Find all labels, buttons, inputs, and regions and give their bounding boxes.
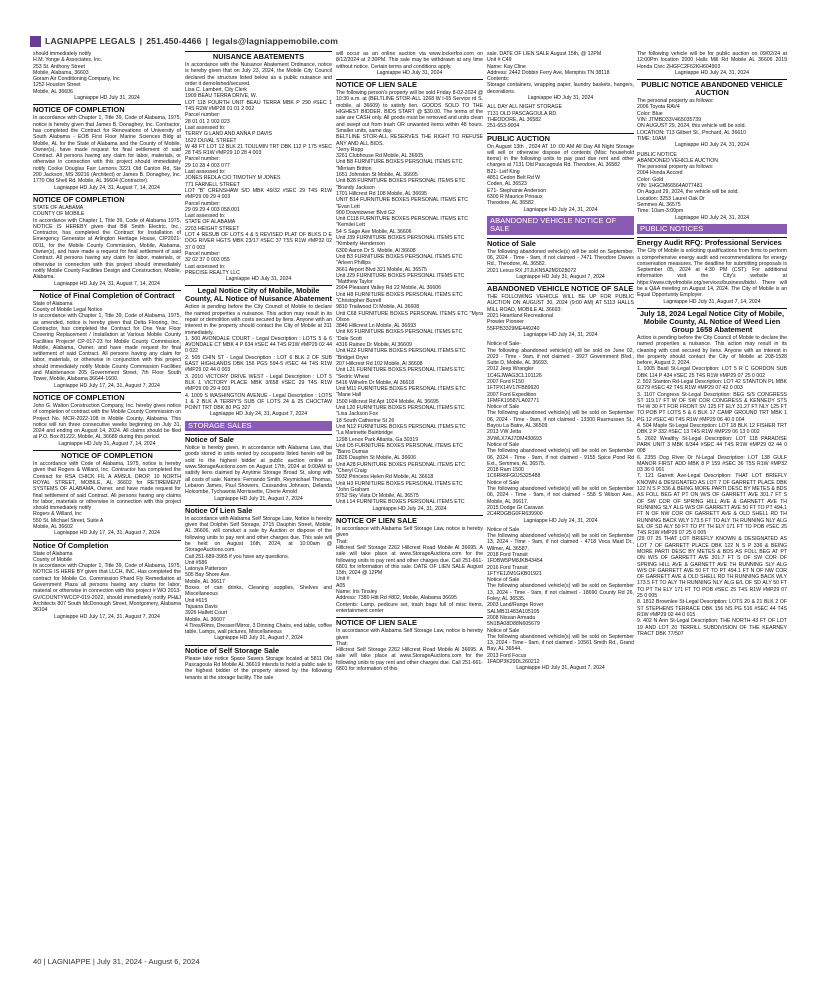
notice-continuation [637,152,787,221]
legal-notice [33,194,181,287]
publication-run-dates: Lagniappe HD July 24, 31, August 7, 14, 2024 [54,184,160,191]
publication-run-dates: Lagniappe HD July 24, 31, 2024 [523,517,598,524]
notice-body: Please take notice Space Savers Storage located at 5811 Old Pascagoula Rd Mobile AL 36619 intends to hold a public sale to the highest bidder of the property stored by the following tenants at the storage facility. The sale [185,655,332,681]
notice-title: NOTICE OF COMPLETION [33,450,181,460]
notice-body: In accordance with Code of Alabama, 1975, notice is hereby given that Rogers & Willard, Inc. Contractor has completed the Contract for RSA CHICK FIL A AMSUL DROP, 10 NORTH ROYAL STREET, MOBILE, AL 36602 for RETIREMENT SYSTEMS OF ALABAMA, Owner, and have made request for final settlement of said Contract. All persons having any claims for labor, materials or otherwise in connection with this project should immediately notify Rogers & Willard, Inc 550 St. Michael Street, Suite A Mobile, AL 36602 [33,461,181,530]
legal-notice [185,505,332,642]
notice-title: NOTICE OF COMPLETION [33,392,181,402]
notice-body: sale. DATE OF LIEN SALE August 15th, @ 12PM Unit # C49 Name: Kay Cline Address: 2442 Dobbin Ferry Ave, Memphis TN 38118 Contents: Storage containers, wrapping paper, laundry baskets, hangers, decorations. [487,51,634,95]
publication-run-dates: Lagniappe HD July 17, 24, 31, August 7, 2024 [54,530,160,537]
notice-body: The City of Mobile is soliciting qualifications from firms to perform a comprehensive energy audit and recommendations for energy conservation measures. The deadline for submitting proposals is September 05, 2024 at 4:30 PM (CST). For additional information visit the City's website at https://www.cityofmobile.org/services/business/bids/. There will be a Q&A meeting on August 14, 2024. The City of Mobile is an Equal Opportunity Employer. [637,248,787,299]
legal-notice [185,645,332,681]
publication-run-dates: Lagniappe HD July 31, August 7, 2024 [214,635,303,642]
section-title: LAGNIAPPE LEGALS [45,36,136,46]
notice-body: In accordance with the Nuisance Abatement Ordinance, notice is hereby given that on July 23, 2024, the Mobile City Council declared the structure listed below as a public nuisance and order it demolished/secured. Lisa C. Lambert, City Clerk 1909 BEAU TERRA DRIVE, W. LOT 118 FOURTH UNIT BEAU TERRA MBK P 290 #SEC 1 T4S R2W #MP28 01 01 2 002 Parcel number: 28 01 01 2 002 023 Last assessed to: TERRY G LAND AND ANNA P DAVIS 1622 DUVAL STREET W 48 FT LOT 12 BLK 21 TOULMIN TRT DBK 112 P 175 #SEC 28 T4S R1W #MP29 10 28 4 003 Parcel number: 29 10 28 4 003 077 Last assessed to: JONES REDLA C/O TIMOTHY M JONES 771 FARNELL STREET LOT "B" CRENSHAW S/D MBK 49/32 #SEC 29 T4S R1W #MP29 09 29 4 003 Parcel number: 29 09 29 4 003 058.001 Last assessed to: STATE OF ALABAMA 2203 HEIGHT STREET LOT 4 RESUB OF LOTS 4 & 5 REVISED PLAT OF BLKS D E DOG RIVER HGTS MBK 23/17 #SEC 37 T5S R1W #MP32 02 37 0 003 Parcel number: 32 02 37 0 003 055 Last assessed to: PRECISE REALTY LLC [185,62,332,276]
notice-title: Notice of Self Storage Sale [185,645,332,655]
notice-title: Notice Of Completion [33,540,181,550]
notice-title: NOTICE OF LIEN SALE [336,515,483,525]
notice-body: THE FOLLOWING VEHICLE WILL BE UP FOR PUBLIC AUCTION ON AUGUST 30, 2024 (9:00 AM) AT 5113 HALLS MILL ROAD, MOBILE AL 36693: 2021 Heartland Recreational Prowler Pioneer 55FPB3329ME449240 [487,294,634,332]
legal-notice [487,133,634,213]
section-marker-icon [30,36,41,47]
notice-title: Notice of Final Completion of Contract [33,290,181,300]
legal-notice [637,308,787,637]
publication-run-dates: Lagniappe HD July 17, 24, 31, August 7, 2024 [54,382,160,389]
notice-body: John G. Walton Construction Company, Inc. hereby gives notice of completion of contract with the Mobile County Commission on Project No. MCR-2022-108 in Mobile County, Alabama. This notice will run three consecutive weeks beginning on July 31, 2024 and ending on August 14, 2024. All claims should be filed at P.O. Box 81222, Mobile, AL 36689 during this period. [33,402,181,441]
legal-notice [637,237,787,305]
publication-run-dates: Lagniappe HD July 31, 2024 [74,95,140,102]
notice-body: Notice of Sale- The following abandoned vehicle(s) will be sold on June 02, 2023 - Time - 9am, if not claimed - 3927 Government Blvd., Suite D, Mobile, AL 36693. 2012 Jeep Wrangler 1C4GJWAG3CL101126 2007 Ford F150 1FTPX14V17FB89920 2007 Ford Expedition 1FMFK19587LA02771 Notice of Sale The following abandoned vehicle(s) will be sold on September 06, 2024 - Time - 9am, if not claimed - 13300 Rasmussen St., Bayou La Batre, AL 36509. 2013 VW Jetta 3VWLX7AJ7DM430693 Notice of Sale The following abandoned vehicle(s) will be sold on September 06, 2024 - Time - 9am, if not claimed - 9155 Spice Pond Rd Ext., Semmes, AL 36575. 2018 Ram 1500 1C6RR6FG0JS325488 Notice of Sale The following abandoned vehicle(s) will be sold on September 06, 2024 - Time - 9am, if not claimed - 558 S Wilson Ave., Mobile, AL 36617. 2015 Dodge Gr Caravan 2C4RDGBG0FR639900 [487,341,634,518]
publication-run-dates: Lagniappe HD July 24, 31, 2024 [674,214,750,221]
notice-body: In accordance with Alabama Self Storage Law, notice is hereby given That: Hillcrest Self Storage 2262 Hillcrest Road Mobile Al 36695. A sale will take place at www.StorageAuctions.com for the following units to pay rent and other charges due. Call 251-661-6801 for information of this sale. DATE OF LIEN SALE August 15th, 2024 @ 12PM Unit # A05 Name: Iris Tinsley Address: 7380 Hitt Rd #802, Mobile, Alabama 36695 Contents: Lamp, pedicure set, trash bags full of misc items, entertainment center [336,526,483,614]
notice-body: In accordance with Alabama Self Storage Law, notice is hereby given That: Hillcrest Self Storage 2262 Hillcrest Road Mobile Al 36695. A sale will take place at www.StorageAuctions.com for the following units to pay rent and other charges due. Call 251-661-6801 for information of this [336,628,483,673]
legal-notice [33,450,181,537]
publication-run-dates: Lagniappe HD July 24, 31, August 7, 2024 [209,411,308,418]
legal-notice [33,392,181,447]
publication-run-dates: Lagniappe HD July 31, August 7, 14, 2024 [58,440,156,447]
publication-run-dates: Lagniappe HD July 24, 31, 2024 [674,142,750,149]
legal-notice [185,285,332,417]
notice-body: State of Alabama County of Mobile Legal Notice In accordance with Chapter 1, Title 39, Code of Alabama, 1975, as amended, notice is hereby given that Delta Flooring, Inc., Contractor, has completed the Contract for One Year Floor Covering Replacement / Installation at Various Mobile County Facilities Project# CP-017-23 for Mobile County Commission, Mobile, Alabama, Owner, and have made request for final settlement of said Contract. All persons having any claim for labor, materials, or otherwise in conjunction with this project should immediately notify Mobile County Commission Facilities and Maintenance 205 Government Street, 7th Floor South Tower, Mobile, Alabama 36644-1600. [33,300,181,383]
publication-run-dates: Lagniappe HD July 17, 24, 31, August 7, 2024 [54,613,160,620]
legal-notice [487,283,634,338]
notice-title: Energy Audit RFQ: Professional Services [637,237,787,247]
publication-run-dates: Lagniappe HD July 31, August 7, 14, 2024 [663,298,761,305]
masthead: LAGNIAPPE LEGALS | 251.450-4466 | legals@lagniappemobile.com [30,34,790,48]
notice-body: In accordance with Alabama Self Storage Law, Notice is hereby given that Dolphin Self Storage, 2715 Dauphin Street, Mobile, AL 36606, will conduct a sale by Auction or dispose of the following units to pay rent and other charges due. This sale will be held on August 16th, 2024, at 10:00am @ StorageAuctions.com. Call 251-689-3965 if you have any questions. Unit #586 Latonya Patterson 505 Bay Shore Ave. Mobile, AL 36617 Boxes of can drinks, Cleaning supplies, Shelves and Miscellaneous Unit #615 Tajuana Davis 3926 Halfett Court Mobile, AL 36607 4 Tires/Rims, Dresser/Mirror, 3 Dinning Chairs, end table, coffee table, Lamps, wall pictures, Miscellaneous [185,515,332,636]
notice-body: The following person's property will be sold Friday 8-02-2024 @ 10:30 a.m. at (BELTLINE STOR-ALL 1268 W I-65 Service rd S. mobile, al 36609) to satisfy lien. GOODS SOLD TO THE HIGHEST BIDDER. BIDS START @ $30.00. The terms of the sale are CASH only. All goods must be removed and units clean and swept out from trash OR unwanted items within 48 hours. Smaller units, same day. BELTLINE STOR-ALL RESERVES THE RIGHT TO REFUSE ANY AND ALL BIDS. "Jerry Ropp 3261 Clubhouse Rd Mobile, AL 36605 Unit B8 FURNITURE BOXES PERSONAL ITEMS ETC "Mirriam Britton 1651 Johnston St Mobile, AL 36605 Unit B28 FURNITURE BOXES PERSONAL ITEMS ETC "Brandy Jackson 1701 Hillcrest Rd 108 Mobile, AL 36695 UNIT B14 FURNITURE BOXES PERSONAL ITEMS ETC "Evan Lett 900 Downtowner Blvd G2 Unit C118 FURNITURE BOXES PERSONAL ITEMS ETC "Kemilei Lett 54 S Sage Ave Mobile, AL 36606 Unit J39 FURNITURE BOXES PERSONAL ITEMS ETC "Kimberly Henderson 6300 Aaron Dr S. Mobile, Al 36608 Unit B3 FURNITURE BOXES PERSONAL ITEMS ETC "Arleen Phillips 3661 Airport Blvd 321 Mobile, AL 36575 Unit J29 FURNITURE BOXES PERSONAL ITEMS ETC "Matthew Taylor 2904 Pleasant Valley Rd 22 Mobile, AL 36606 Unit H8 FURNITURE BOXES PERSONAL ITEMS ETC "Christopher Burrell 9810 Trailwood Ct Mobile, AL 36608 Unit C68 FURNITURE BOXES PERSONAL ITEMS ETC "Myra Olson 3846 Hillcrest Ln Mobile, AL 36693 Unit K6 FURNITURE BOXES PERSONAL ITEMS ETC "Dale Scott 4316 Raines Dr Mobile, Al 36609 Unit H22 FURNITURE BOXES PERSONAL ITEMS ETC "Bridget Dryer 207 Hillcrest Rd 102 Mobile, Al 36608 Unit L21 FURNITURE BOXES PERSONAL ITEMS ETC "Sedric Wheat 5416 Wilhelm Dr Mobile, Al 36618 Unit M11 FURNITURE BOXES PERSONAL ITEMS ETC "Mane Hall 1500 Hillcrest Rd Apt 1024 Mobile, AL 36695 Unit L20 FURNITURE BOXES PERSONAL ITEMS ETC "Lisa Jackson Fox 18 South Catherine St 26 Unit N12 FURNITURE BOXES PERSONAL ITEMS ETC "La Marinette Bainbridge 1298 Lenox Park Atlanta, Ga 30319 Unit O5 FURNITURE BOXES PERSONAL ITEMS ETC "Barro Dumas 1826 Dauphin St Mobile, AL 36606 Unit A28 FURNITURE BOXES PERSONAL ITEMS ETC "Cheryl Craig 5932 Princess Helen Rd Mobile, AL 36618 Unit H3 FURNITURE BOXES PERSONAL ITEMS ETC "John Graham 9752 Sky Vista Dr Mobile, AL 36575 Unit L14 FURNITURE BOXES PERSONAL ITEMS ETC [336,90,483,506]
notice-body: State of Alabama County of Mobile In accordance with Chapter 1, Title 39, Code of Alabama, 1975, NOTICE IS HERE BY given that LLCH, INC. Has completed the contract for Mobile Co. Commission Phard Fly Remediation at Government Plaza all persons having any claims for labor, material or otherwise in connection with this project # WO 2013-GV/COUNTYWCCP-019-2022, should immediately notify PH&J Architects 807 South McDonough Street, Montgomery, Alabama 36104 [33,550,181,614]
notice-body: The following abandoned vehicle(s) will be sold on September. 06, 2024 - Time - 9am, if not claimed - 7471 Theodore Dawes Rd., Theodore, AL 36582. 2021 Lexus RX JTJLKN5A2M2028072 [487,248,634,274]
legal-notice [336,515,483,614]
notice-body: ALL DAY ALL NIGHT STORAGE 7131 OLD PASCAGOULA RD. THEODORE, AL 36582 251-653-9004 [487,104,563,130]
legal-notice [487,238,634,280]
legal-notice [185,434,332,502]
notice-continuation [487,104,634,129]
column-1 [33,51,181,948]
phone-number: 251.450-4466 [146,36,202,46]
publication-run-dates: Lagniappe HD July 31, 2024 [527,95,594,102]
publication-name: LAGNIAPPE [47,957,91,966]
notice-body: On August 13th , 2024 AT 10 :00 AM All Day All Night Storage will sell or otherwise dispose of contents (Misc household items) in the following units to pay past due rent and other charges at 7131 Old Pascagoula Rd. Theodore, AL 36582 B21- Leif King 4851 Cedon Belt Rd W Coden, AL 36523 E71- Stephanie Anderson 6300 R Maurice Prinaux Theodore, AL 36582 [487,143,634,207]
notice-body: Action is pending before the City Council of Mobile to declare the named properties a nuisance. This action may result in its cleaning with cost secured by liens. Anyone with an interest in the property should contact the City of Mobile at 208-1528 before, August 2, 2024. 1. 1005 Basil St-Legal Description: LOT 5 R C GORDON SUB DBK 114 P 434 #SEC 25 T4S R1W #MP29 07 25 0 002 2. 502 Stanton Rd-Legal Description: LOT 42 STANTON PL MBK 6/279 #SEC 42 T4S R1W #MP29 07 42 0 003 3. 1107 Congress St-Legal Description: BEG S/S CONGRESS ST 119.17 FT W OF SW COR CONGRESS & KENNEDY STS TH W 30 FT FOR FRONT SV 125 FT ELY 31.27 FT NLY 125 FT TO POB PT LOTS 5 & 6 BLK 17 CAMP GROUND TRT MBK 1 PG 12 #SEC 40 T4S R1W #MP29 06 40 0 004 4. 504 Maple St-Legal Description: LOT 18 BLK 12 FISHER TRT DBK 2 P 332 #SEC 13 T4S R1W #MP29 06 13 0 002 5. 2602 Wealthy St-Legal Description: LOT 118 PARADISE PARK UNIT 3 MBK 6/344 #SEC 44 T4S R1W #MP29 02 44 0 008 6. 2355 Dog River Dr N-Legal Description: LOT 138 GULF MANOR FIRST ADD MBK 8 P 159 #SEC 36 T5S R1W #MP32 03 36 0 001 7. 121 Garrett Ave-Legal Description: THAT LOT BRIEFLY KNOWN & DESIGNATED AS LOT 7 OF GARRETT PLACE DBK 122 N S P 336 & BEING MORE PARTI DESC BY METES & BDS AS FOLL BEG AT PT ON W/S OF GARRETT AVE 301.7 FT S OF SW COR OF SPRING HILL AVE & GARNETT AVE TH RUNNING SLY ALG W/S OF GARRETT AVE 50 FT TO PT 494.1 FT N OF NW COR OF GARRETT AVE & OLD SHELL RD TH RUNNING BACK WLY 173.5 FT TO ALY TH RUNNING NLY ALG E/L OF SD ALY 50 FT TO PT TH ELY 171 FT TO POB #SEC 25 T4S R1W #MP29 07 25 0 005 (29 07 25 THAT LOT BRIEFLY KNOWN & DESIGNATED AS LOT 7 OF GARRETT PLACE DBK 122 N S P 336 & BEING MORE PARTI DESC BY METES & BDS AS FOLL BEG AT PT ON W/S OF GARRETT AVE 301.7 FT S OF SW COR OF SPRING HILL AVE & GARNETT AVE TH RUNNING SLY ALG W/S OF GARRETT AVE 50 FT TO PT 494.1 FT N OF NW COR OF GARRETT AVE & OLD SHELL RD TH RUNNING BACK WLY 173.5 FT TO ALY TH RUNNING NLY ALG E/L OF SD ALY 50 FT TO PT TH ELY 171 FT TO POB #SEC 25 T4S R1W #MP29 07 25 0 005 8. 1812 Brownlee St-Legal Description: LOTS 20 & 21 BLK 2 OF ST STEPHENS TERRACE DBK 156 NS PG 516 #SEC 44 T4S R1W #MP29 02 44 0 015 9. 402 N Ann St-Legal Description: THE NORTH 43 FT OF LOT 19 AND LOT 20 TERRILL SUBDIVISION OF THE KEARNEY TRACT DBK 77/507 [637,334,787,637]
column-5 [637,51,787,948]
issue-dates: July 31, 2024 - August 6, 2024 [96,957,200,966]
section-banner: PUBLIC NOTICES [637,224,787,234]
publication-run-dates: Lagniappe HD July 24, 31, 2024 [523,331,598,338]
notice-body: Action is pending before the City Council of Mobile to declare the named properties a nuisance. This action may result in its repair or demolition with costs secured by liens. Anyone with an interest in the property should contact the City of Mobile at 311 immediately. 1. 500 AVONDALE COURT - Legal Description : LOTS 5 & 6 AVONDALE CT MBK 4 P 634 #SEC 44 T4S R1W #MP29 02 44 0 022 2. 505 CHIN ST - Legal Description : LOT 6 BLK 2 OF SUB EAST HIGHLANDS DBK 156 PGS 594-5 #SEC 44 T4S R1W #MP29 02 44 0 003 3. 2010 VICTORY DRIVE WEST - Legal Description : LOT 5 BLK 1 VICTORY PLACE MBK 3/658 #SEC 29 T4S R1W #MP29 09 29 4 003 4. 1009 S WASHINGTON AVENUE - Legal Description : LOTS 1 & 2 BLK A TERRY'S SUB OF LOTS 24 & 25 CHOCTAW POINT TRT DBK 80 PG 327 [185,304,332,412]
notice-title: ABANDONED VEHICLE NOTICE OF SALE [487,284,634,294]
publication-run-dates: Lagniappe HD July 24, 31, 2024 [372,505,447,512]
notice-continuation [487,527,634,672]
notice-continuation [487,51,634,101]
column-2 [185,51,332,948]
publication-run-dates: Lagniappe HD July 31, August 7, 2024 [516,665,605,672]
notice-title: NUISANCE ABATEMENTS [185,51,332,61]
notice-title: PUBLIC NOTICE ABANDONED VEHICLE AUCTION [637,79,787,97]
notice-title: Notice Of Lien Sale [185,505,332,515]
legal-notice [336,79,483,512]
notice-body: should immediately notify H.M. Yonge & Associates, Inc. 253 St. Anthony Street Mobile, Alabama, 36603 Goram Air Conditioning Company, Inc 1252 Houston Street Mobile, AL 36606 [33,51,120,95]
notice-title: NOTICE OF COMPLETION [33,194,181,204]
notice-title: NOTICE OF LIEN SALE [336,617,483,627]
legal-notice [637,79,787,148]
publication-run-dates: Lagniappe HD July 31, August 7, 2024 [214,495,303,502]
publication-run-dates: Lagniappe HD July 31, 2024 [225,276,292,283]
notice-body: The following vehicle will be for public auction on 09/02/24 at 12:00Pm location 2000 Halls Mill Rd Mobile AL 36606 2019 Honda Civic 2HGFC2F62KH604903 [637,51,787,70]
legal-notice [185,51,332,282]
notice-continuation [637,51,787,76]
notice-body: Notice of Sale The following abandoned vehicle(s) will be sold on September 13, 2024 - Time - 9am, if not claimed - 4718 Voca Maid Dr., Wilmer, AL 36587. 2018 Ford Transit 1FDBW5PM8JKB43454 2016 Ford Transit 1FTYE1ZM1GKB01921 Notice of Sale The following abandoned vehicle(s) will be sold on September 13, 2024 - Time - 9am, if not claimed - 18690 County Rd 26, Foley, AL 36535. 2003 Land/Range Rover SALMB11483A105105 2008 Nissan Armada 5N1BA08D88N605679 Notice of Sale The following abandoned vehicle(s) will be sold on September 13, 2024 - Time - 9am, if not claimed - 10561 Smith Rd., Grand Bay, AL 36544. 2013 Ford Focus 1FADP3K29DL260212 [487,526,634,666]
notice-body: will occur as an online auction via www.lockerfox.com on 8/12/2024 at 2:30PM. This sale may be withdrawn at any time without notice. Certain terms and conditions apply. [336,51,483,70]
notice-title: NOTICE OF LIEN SALE [336,79,483,89]
notice-title: PUBLIC AUCTION [487,133,634,143]
publication-run-dates: Lagniappe HD July 31, August 7, 2024 [516,273,605,280]
notice-continuation [336,51,483,76]
notice-body: STATE OF ALABAMA COUNTY OF MOBILE In accordance with Chapter 1, Title 39, Code of Alabama 1975, NOTICE IS HEREBY given that Bill Smith Electric, Inc., Contractor, has completed the Contract for Installation of Emergency Generator at Arlington Heritage House, CIP2021-0011, for the Mobile County Commission, Mobile, Alabama, Owner(s), and have made a request for final settlement of said Contract. All persons having any claim for labor, materials, or otherwise in connection with this project should immediately notify Mobile County Facilities Design and Construction, Mobile, Alabama. [33,204,181,281]
column-3 [336,51,483,948]
publication-run-dates: Lagniappe HD July 24, 31, August 7, 14, 2024 [54,280,160,287]
notice-body: PUBLIC NOTICE ABANDONED VEHICLE AUCTION The personal property as follows: 2004 Honda Accord Color: Gold VIN: 1HGCM66564A077481 On August 29, 2024, the vehicle will be sold. Location: 3253 Laurel Oak Dr Semmes AL 36575 Time: 10am-3:00pm [637,151,739,215]
notice-title: Legal Notice City of Mobile, Mobile County, AL Notice of Nuisance Abatement [185,286,332,304]
notice-title: Notice of Sale [185,434,332,444]
notice-body: In accordance with Chapter 1, Title 39, Code of Alabama, 1975, notice is hereby given that James B. Donaghey, Inc. Contractor, has completed the Contract for Renovations of University of South Alabama - EOB First Floor Marine Sciences Bldg at Mobile, AL for the State of Alabama and the County of Mobile, Owner(s), have made request for final settlement of said Contract. All persons having any claim for labor, materials, or otherwise in connection with this project should immediately notify Cooke Douglas Farr Lemons 3221 Old Canton Rd, Ste 200 Jackson, MS 39216 (Architect) or James B. Donaghey, Inc. 1770 Old Shell Rd. Mobile, AL 36604 (Contractor). [33,115,181,185]
notice-continuation [33,51,181,101]
notice-title: July 18, 2024 Legal Notice City of Mobile, Mobile County, AL Notice of Weed Lien Group 1658 Abatement [637,308,787,334]
page-footer: 40 | LAGNIAPPE | July 31, 2024 - August 6, 2024 [33,957,200,966]
legal-notice [33,540,181,620]
legal-notice [336,617,483,672]
publication-run-dates: Lagniappe HD July 31, 2024 [376,69,443,76]
notice-body: The personal property as follows: 2006 Toyota RAV4 Color: Blue VIN: JTMBD33V465035739 ON AUGUST 29, 2024, this vehicle will be sold. LOCATION: 713 Gilbert St., Prichard, AL 36610 TIME: 10AM [637,98,746,142]
email-address: legals@lagniappemobile.com [212,36,339,46]
notice-body: Notice is hereby given, in accordance with Alabama Law, that goods stored in units rented by occupants listed herein will be sold to the highest bidder at public auction online at www.StorageAuctions.com on August 17th, 2024 at 9:00AM to satisfy liens claimed by Anytime Storage Broad St, along with all costs of sale. Names: Fernando Smith, Reymichael Thomas, Lebaron James, Paul Showers, Cassandra Johnson, Delanda Holcombe, Tychawnia Morrissette, Cherie Arnold [185,445,332,496]
notice-continuation [487,341,634,524]
legal-notice [33,290,181,389]
section-banner: STORAGE SALES [185,421,332,431]
publication-run-dates: Lagniappe HD July 24, 31, 2024 [674,69,750,76]
notice-title: NOTICE OF COMPLETION [33,104,181,114]
page-number: 40 [33,957,42,966]
column-4 [487,51,634,948]
legal-notice [33,104,181,191]
section-banner: ABANDONED VEHICLE NOTICE OF SALE [487,216,634,235]
publication-run-dates: Lagniappe HD July 24, 31, 2024 [523,206,598,213]
notice-title: Notice of Sale [487,238,634,248]
